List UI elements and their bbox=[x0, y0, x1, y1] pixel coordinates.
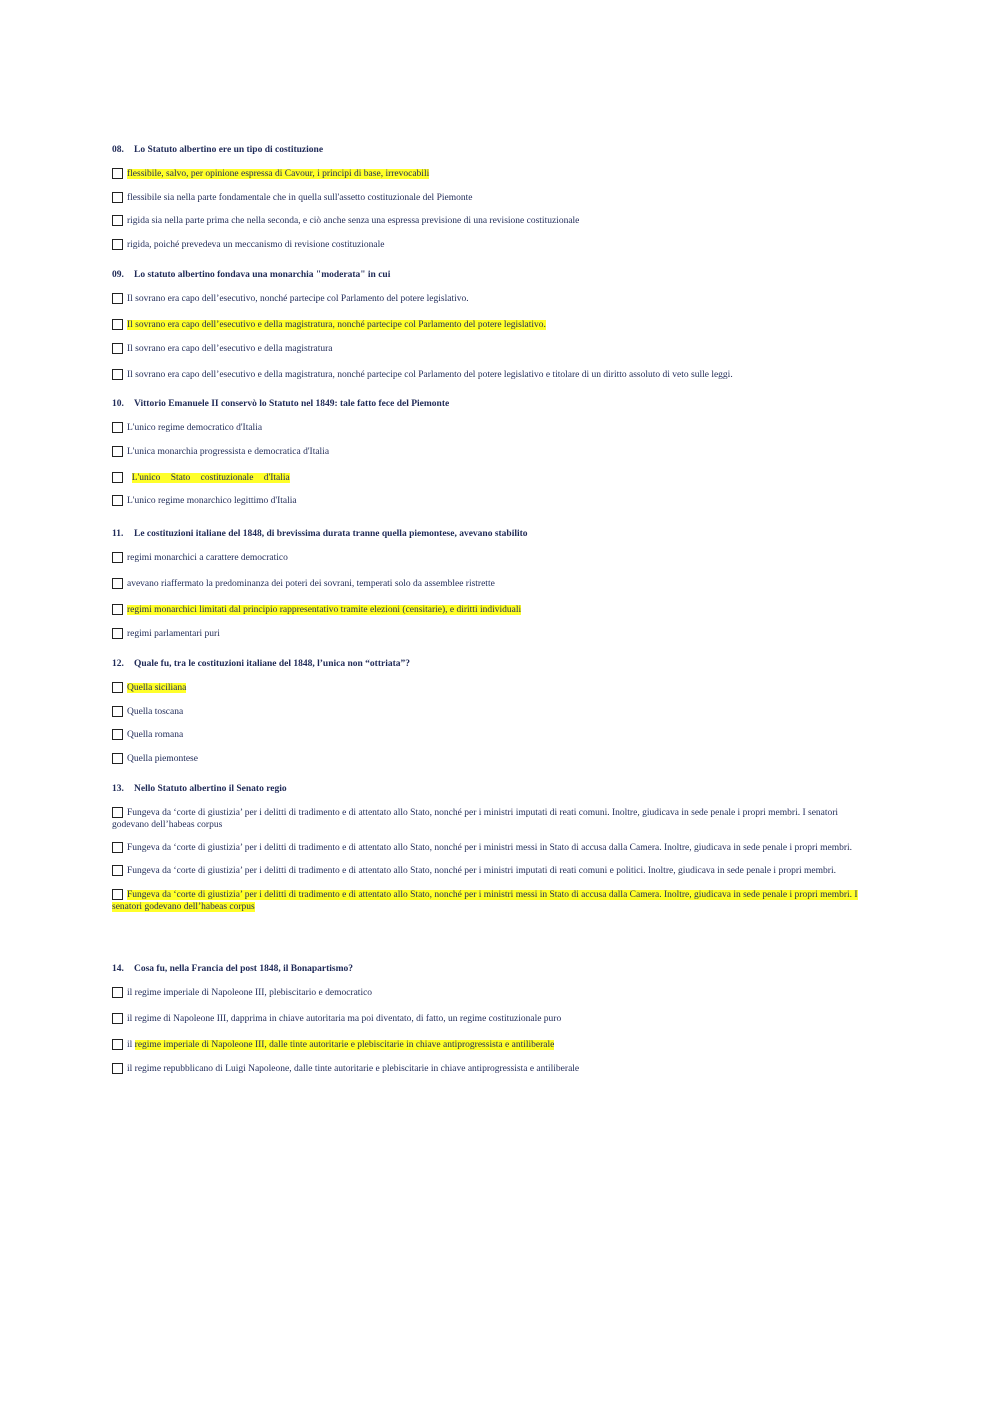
question-13 bbox=[112, 783, 868, 923]
question-title bbox=[112, 658, 872, 670]
answer-text: Fungeva da ‘corte di giustizia’ per i delitti di tradimento e di attentato allo Stato, nonché per i ministri imputati di reati comuni e politici. Inoltre, giudicava in sede penale i propri membri. bbox=[127, 866, 836, 876]
answer-text: Il sovrano era capo dell’esecutivo e della magistratura, nonché partecipe col Parlamento del potere legislativo e titolare di un diritto assoluto di veto sulle leggi. bbox=[127, 369, 733, 380]
answer-option[interactable] bbox=[112, 807, 868, 831]
question-text: Lo statuto albertino fondava una monarchia "moderata" in cui bbox=[134, 270, 391, 280]
checkbox[interactable] bbox=[112, 239, 123, 250]
checkbox[interactable] bbox=[112, 1063, 123, 1074]
question-number: 11. bbox=[112, 529, 124, 539]
answer-option[interactable] bbox=[112, 168, 872, 181]
answer-text: rigida, poiché prevedeva un meccanismo di revisione costituzionale bbox=[127, 239, 385, 250]
answer-text: Il sovrano era capo dell’esecutivo e della magistratura bbox=[127, 343, 333, 354]
answer-option[interactable] bbox=[112, 729, 872, 742]
answer-text: regimi monarchici limitati dal principio rappresentativo tramite elezioni (censitarie), e diritti individuali bbox=[127, 605, 522, 615]
question-11 bbox=[112, 528, 872, 651]
checkbox[interactable] bbox=[112, 889, 123, 900]
answer-text: Quella toscana bbox=[127, 706, 184, 717]
question-number: 14. bbox=[112, 964, 124, 974]
checkbox[interactable] bbox=[112, 343, 123, 354]
checkbox[interactable] bbox=[112, 319, 123, 330]
checkbox[interactable] bbox=[112, 168, 123, 179]
question-number: 09. bbox=[112, 270, 124, 280]
checkbox[interactable] bbox=[112, 1039, 123, 1050]
checkbox[interactable] bbox=[112, 293, 123, 304]
checkbox[interactable] bbox=[112, 192, 123, 203]
answer-text: L'unico regime monarchico legittimo d'Italia bbox=[127, 496, 297, 506]
answer-option[interactable] bbox=[112, 628, 872, 641]
question-10 bbox=[112, 398, 872, 519]
answer-text: Fungeva da ‘corte di giustizia’ per i delitti di tradimento e di attentato allo Stato, nonché per i ministri messi in Stato di accusa dalla Camera. Inoltre, giudicava in sede penale i propri membri. bbox=[127, 842, 853, 853]
answer-text: il regime imperiale di Napoleone III, plebiscitario e democratico bbox=[127, 988, 373, 998]
answer-text: il regime di Napoleone III, dapprima in chiave autoritaria ma poi diventato, di fatto, un regime costituzionale puro bbox=[127, 1014, 562, 1024]
answer-text: rigida sia nella parte prima che nella seconda, e ciò anche senza una espressa previsione di una revisione costituzionale bbox=[127, 216, 580, 226]
question-number: 08. bbox=[112, 145, 124, 155]
checkbox[interactable] bbox=[112, 842, 123, 853]
question-number: 13. bbox=[112, 784, 124, 794]
answer-text: regimi monarchici a carattere democratico bbox=[127, 553, 288, 563]
answer-option[interactable] bbox=[112, 446, 872, 459]
checkbox[interactable] bbox=[112, 604, 123, 615]
answer-option[interactable] bbox=[112, 842, 868, 855]
answer-text: Fungeva da ‘corte di giustizia’ per i delitti di tradimento e di attentato allo Stato, nonché per i ministri messi in Stato di accusa dalla Camera. Inoltre, giudicava in sede penale i propri membri. I senatori godevano dell’habeas corpus bbox=[112, 889, 858, 912]
question-number: 12. bbox=[112, 659, 124, 669]
answer-option[interactable] bbox=[112, 889, 868, 913]
answer-text: regimi parlamentari puri bbox=[127, 628, 220, 639]
checkbox[interactable] bbox=[112, 729, 123, 740]
question-title bbox=[112, 398, 872, 410]
question-title bbox=[112, 963, 872, 975]
question-text: Vittorio Emanuele II conservò lo Statuto nel 1849: tale fatto fece del Piemonte bbox=[134, 399, 450, 409]
question-title bbox=[112, 783, 868, 795]
question-title bbox=[112, 144, 872, 156]
answer-text: flessibile sia nella parte fondamentale che in quella sull'assetto costituzionale del Piemonte bbox=[127, 192, 473, 203]
question-09 bbox=[112, 269, 872, 392]
checkbox[interactable] bbox=[112, 578, 123, 589]
answer-option[interactable] bbox=[112, 604, 872, 617]
question-14 bbox=[112, 963, 872, 1086]
answer-text: Quella piemontese bbox=[127, 753, 198, 764]
checkbox[interactable] bbox=[112, 552, 123, 563]
answer-text: Il sovrano era capo dell’esecutivo, nonché partecipe col Parlamento del potere legislativo. bbox=[127, 294, 469, 304]
checkbox[interactable] bbox=[112, 1013, 123, 1024]
answer-option[interactable] bbox=[112, 293, 872, 306]
question-title bbox=[112, 528, 872, 540]
checkbox[interactable] bbox=[112, 628, 123, 639]
answer-option[interactable] bbox=[112, 369, 872, 382]
checkbox[interactable] bbox=[112, 215, 123, 226]
question-number: 10. bbox=[112, 399, 124, 409]
answer-option[interactable] bbox=[112, 192, 872, 205]
answer-text: L'unico regime democratico d'Italia bbox=[127, 423, 263, 433]
answer-text: regime imperiale di Napoleone III, dalle tinte autoritarie e plebiscitarie in chiave antiprogressista e antiliberale bbox=[134, 1040, 555, 1050]
checkbox[interactable] bbox=[112, 422, 123, 433]
checkbox[interactable] bbox=[112, 987, 123, 998]
checkbox[interactable] bbox=[112, 472, 123, 483]
answer-option[interactable] bbox=[112, 215, 872, 228]
answer-option[interactable] bbox=[112, 552, 872, 565]
checkbox[interactable] bbox=[112, 807, 123, 818]
checkbox[interactable] bbox=[112, 865, 123, 876]
checkbox[interactable] bbox=[112, 369, 123, 380]
answer-text: avevano riaffermato la predominanza dei poteri dei sovrani, temperati solo da assemblee ristrette bbox=[127, 579, 495, 589]
answer-text: Quella siciliana bbox=[127, 683, 187, 693]
answer-option[interactable] bbox=[112, 706, 872, 719]
answer-option[interactable] bbox=[112, 239, 872, 252]
answer-text: flessibile, salvo, per opinione espressa di Cavour, i principi di base, irrevocabili bbox=[127, 169, 430, 179]
question-text: Nello Statuto albertino il Senato regio bbox=[134, 784, 287, 794]
answer-option[interactable] bbox=[112, 682, 872, 695]
question-text: Quale fu, tra le costituzioni italiane del 1848, l’unica non “ottriata”? bbox=[134, 659, 411, 669]
question-12 bbox=[112, 658, 872, 776]
answer-option[interactable] bbox=[112, 422, 872, 435]
answer-option[interactable] bbox=[112, 578, 872, 591]
answer-option[interactable] bbox=[112, 343, 872, 356]
question-title bbox=[112, 269, 872, 281]
checkbox[interactable] bbox=[112, 682, 123, 693]
answer-option[interactable] bbox=[112, 1013, 872, 1026]
answer-text: Fungeva da ‘corte di giustizia’ per i delitti di tradimento e di attentato allo Stato, nonché per i ministri imputati di reati comuni. Inoltre, giudicava in sede penale i propri membri. I senatori godevano dell’habeas corpus bbox=[112, 808, 839, 830]
answer-option[interactable] bbox=[112, 472, 872, 485]
answer-option[interactable] bbox=[112, 753, 872, 766]
checkbox[interactable] bbox=[112, 495, 123, 506]
question-text: Lo Statuto albertino ere un tipo di costituzione bbox=[134, 145, 324, 155]
answer-option[interactable] bbox=[112, 1063, 872, 1076]
answer-text: Quella romana bbox=[127, 730, 184, 740]
answer-option[interactable] bbox=[112, 1039, 872, 1052]
question-text: Cosa fu, nella Francia del post 1848, il Bonapartismo? bbox=[134, 964, 354, 974]
checkbox[interactable] bbox=[112, 446, 123, 457]
answer-text: L'unica monarchia progressista e democratica d'Italia bbox=[127, 446, 330, 457]
answer-option[interactable] bbox=[112, 495, 872, 508]
question-08 bbox=[112, 144, 872, 262]
answer-option[interactable] bbox=[112, 987, 872, 1000]
answer-text: Il sovrano era capo dell’esecutivo e della magistratura, nonché partecipe col Parlamento del potere legislativo. bbox=[127, 320, 546, 330]
answer-option[interactable] bbox=[112, 865, 868, 878]
question-text: Le costituzioni italiane del 1848, di brevissima durata tranne quella piemontese, avevano stabilito bbox=[134, 529, 528, 539]
answer-text: il regime repubblicano di Luigi Napoleone, dalle tinte autoritarie e plebiscitarie in chiave antiprogressista e antiliberale bbox=[127, 1063, 580, 1074]
answer-text: L'unico Stato costituzionale d'Italia bbox=[131, 472, 290, 483]
answer-prefix: il bbox=[127, 1040, 135, 1050]
answer-option[interactable] bbox=[112, 319, 872, 332]
checkbox[interactable] bbox=[112, 753, 123, 764]
checkbox[interactable] bbox=[112, 706, 123, 717]
